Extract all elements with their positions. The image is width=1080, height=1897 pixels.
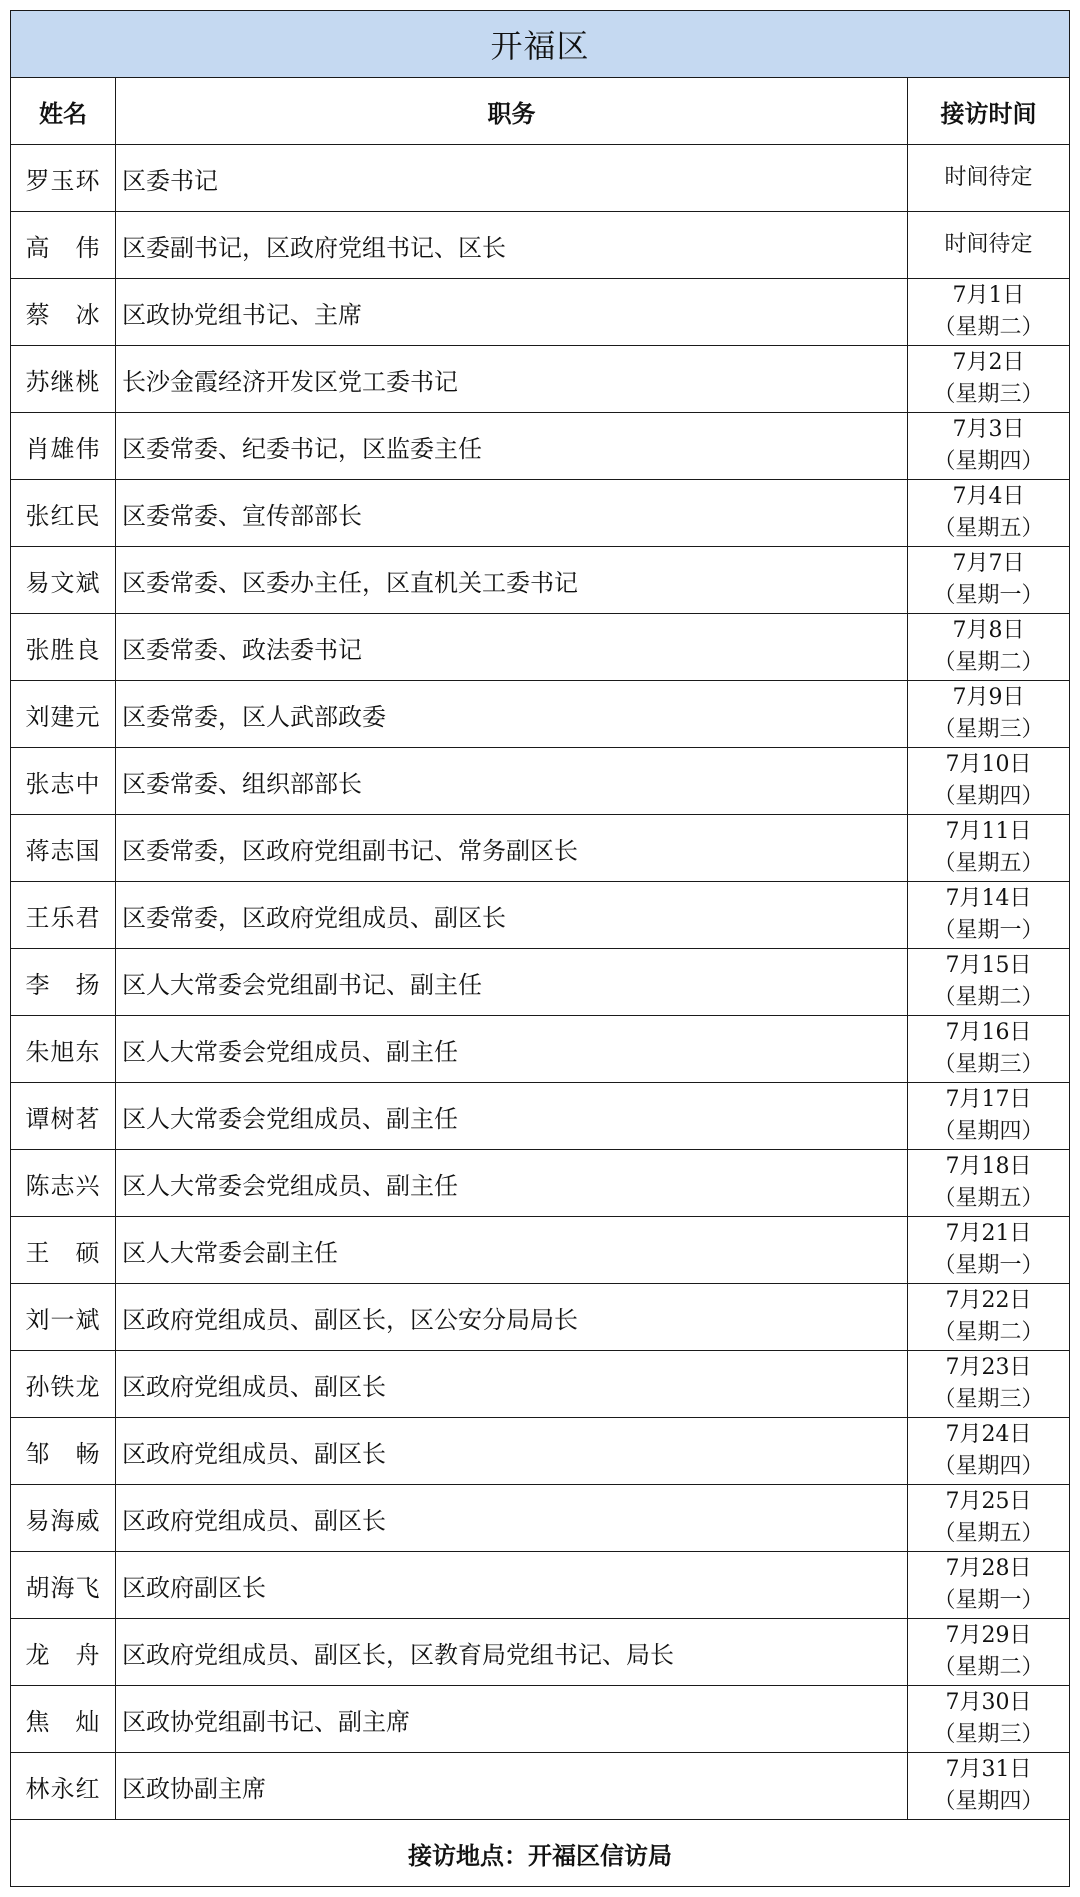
cell-name: 焦 灿 (11, 1686, 116, 1753)
cell-name: 易文斌 (11, 547, 116, 614)
cell-time (908, 1753, 1070, 1820)
cell-duty: 区委常委，区政府党组成员、副区长 (116, 882, 908, 949)
time-weekday: （星期三） (933, 382, 1044, 407)
cell-duty: 区委常委、纪委书记，区监委主任 (116, 413, 908, 480)
cell-duty: 区政府党组成员、副区长，区公安分局局长 (116, 1284, 908, 1351)
cell-name: 王乐君 (11, 882, 116, 949)
cell-name: 林永红 (11, 1753, 116, 1820)
time-date: 7月29日 (945, 1623, 1032, 1648)
cell-time (908, 1686, 1070, 1753)
time-date: 7月9日 (952, 685, 1025, 710)
table-title: 开福区 (11, 11, 1070, 78)
cell-name: 张志中 (11, 748, 116, 815)
time-weekday: （星期四） (933, 784, 1044, 809)
time-weekday: （星期一） (933, 1588, 1044, 1613)
time-date: 7月22日 (945, 1288, 1032, 1313)
time-date: 7月7日 (952, 551, 1025, 576)
time-weekday: （星期二） (933, 1320, 1044, 1345)
time-date: 7月18日 (945, 1154, 1032, 1179)
cell-time (908, 547, 1070, 614)
time-date: 时间待定 (944, 232, 1033, 257)
table-row (11, 1083, 1070, 1150)
cell-duty: 区人大常委会党组成员、副主任 (116, 1150, 908, 1217)
time-weekday: （星期一） (933, 583, 1044, 608)
time-date: 7月1日 (952, 283, 1025, 308)
cell-time (908, 279, 1070, 346)
time-date: 7月16日 (945, 1020, 1032, 1045)
time-date: 7月10日 (945, 752, 1032, 777)
time-date: 7月15日 (945, 953, 1032, 978)
cell-time (908, 1150, 1070, 1217)
time-date: 7月28日 (945, 1556, 1032, 1581)
table-row (11, 279, 1070, 346)
time-date: 时间待定 (944, 165, 1033, 190)
cell-name: 朱旭东 (11, 1016, 116, 1083)
header-name: 姓名 (11, 78, 116, 145)
time-weekday: （星期四） (933, 449, 1044, 474)
table-row (11, 614, 1070, 681)
cell-duty: 区人大常委会党组成员、副主任 (116, 1083, 908, 1150)
time-weekday: （星期五） (933, 1521, 1044, 1546)
cell-name: 邹 畅 (11, 1418, 116, 1485)
cell-name: 高 伟 (11, 212, 116, 279)
table-row (11, 1351, 1070, 1418)
cell-duty: 区委常委、区委办主任，区直机关工委书记 (116, 547, 908, 614)
cell-name: 张红民 (11, 480, 116, 547)
time-weekday: （星期五） (933, 1186, 1044, 1211)
time-weekday: （星期二） (933, 985, 1044, 1010)
table-row (11, 815, 1070, 882)
cell-time (908, 681, 1070, 748)
header-duty: 职务 (116, 78, 908, 145)
cell-time (908, 480, 1070, 547)
table-row (11, 212, 1070, 279)
table-body (11, 145, 1070, 1820)
cell-name: 易海威 (11, 1485, 116, 1552)
table-row (11, 1016, 1070, 1083)
cell-time (908, 1351, 1070, 1418)
time-weekday: （星期五） (933, 851, 1044, 876)
cell-duty: 区人大常委会党组成员、副主任 (116, 1016, 908, 1083)
cell-name: 刘建元 (11, 681, 116, 748)
time-date: 7月21日 (945, 1221, 1032, 1246)
cell-time (908, 1485, 1070, 1552)
reception-schedule-table (10, 10, 1070, 1887)
time-date: 7月3日 (952, 417, 1025, 442)
cell-name: 龙 舟 (11, 1619, 116, 1686)
table-row (11, 547, 1070, 614)
cell-duty: 区政协党组副书记、副主席 (116, 1686, 908, 1753)
cell-name: 孙铁龙 (11, 1351, 116, 1418)
reception-location: 接访地点：开福区信访局 (11, 1820, 1070, 1887)
cell-name: 王 硕 (11, 1217, 116, 1284)
cell-time (908, 346, 1070, 413)
cell-duty: 区委常委，区政府党组副书记、常务副区长 (116, 815, 908, 882)
table-row (11, 1619, 1070, 1686)
table-row (11, 346, 1070, 413)
cell-name: 苏继桃 (11, 346, 116, 413)
table-row (11, 1552, 1070, 1619)
cell-time (908, 1619, 1070, 1686)
table-row (11, 1150, 1070, 1217)
cell-name: 蒋志国 (11, 815, 116, 882)
cell-duty: 长沙金霞经济开发区党工委书记 (116, 346, 908, 413)
cell-name: 蔡 冰 (11, 279, 116, 346)
time-weekday: （星期五） (933, 516, 1044, 541)
cell-duty: 区政协副主席 (116, 1753, 908, 1820)
table-row (11, 1485, 1070, 1552)
cell-duty: 区政府副区长 (116, 1552, 908, 1619)
time-date: 7月4日 (952, 484, 1025, 509)
cell-duty: 区政府党组成员、副区长，区教育局党组书记、局长 (116, 1619, 908, 1686)
time-date: 7月8日 (952, 618, 1025, 643)
cell-name: 肖雄伟 (11, 413, 116, 480)
time-date: 7月11日 (945, 819, 1032, 844)
cell-duty: 区委常委、宣传部部长 (116, 480, 908, 547)
time-date: 7月2日 (952, 350, 1025, 375)
header-time: 接访时间 (908, 78, 1070, 145)
table-row (11, 949, 1070, 1016)
cell-duty: 区人大常委会副主任 (116, 1217, 908, 1284)
cell-time (908, 815, 1070, 882)
cell-duty: 区委常委、政法委书记 (116, 614, 908, 681)
time-weekday: （星期二） (933, 650, 1044, 675)
time-weekday: （星期四） (933, 1119, 1044, 1144)
cell-duty: 区人大常委会党组副书记、副主任 (116, 949, 908, 1016)
cell-duty: 区政协党组书记、主席 (116, 279, 908, 346)
cell-duty: 区委副书记，区政府党组书记、区长 (116, 212, 908, 279)
cell-time (908, 949, 1070, 1016)
cell-time (908, 1217, 1070, 1284)
table-row (11, 413, 1070, 480)
header-row (11, 78, 1070, 145)
cell-duty: 区委书记 (116, 145, 908, 212)
table-row (11, 1418, 1070, 1485)
cell-time (908, 413, 1070, 480)
cell-time (908, 1418, 1070, 1485)
time-date: 7月14日 (945, 886, 1032, 911)
table-row (11, 145, 1070, 212)
cell-name: 罗玉环 (11, 145, 116, 212)
time-weekday: （星期四） (933, 1789, 1044, 1814)
cell-duty: 区政府党组成员、副区长 (116, 1418, 908, 1485)
time-date: 7月23日 (945, 1355, 1032, 1380)
cell-time (908, 1552, 1070, 1619)
time-weekday: （星期四） (933, 1454, 1044, 1479)
time-weekday: （星期三） (933, 1722, 1044, 1747)
time-weekday: （星期二） (933, 1655, 1044, 1680)
table-row (11, 681, 1070, 748)
time-weekday: （星期二） (933, 315, 1044, 340)
time-weekday: （星期三） (933, 1052, 1044, 1077)
cell-time (908, 212, 1070, 279)
time-date: 7月31日 (945, 1757, 1032, 1782)
table-row (11, 480, 1070, 547)
cell-duty: 区委常委，区人武部政委 (116, 681, 908, 748)
time-weekday: （星期一） (933, 918, 1044, 943)
cell-time (908, 1284, 1070, 1351)
cell-time (908, 145, 1070, 212)
cell-name: 胡海飞 (11, 1552, 116, 1619)
time-weekday: （星期三） (933, 717, 1044, 742)
time-date: 7月17日 (945, 1087, 1032, 1112)
cell-duty: 区政府党组成员、副区长 (116, 1485, 908, 1552)
time-date: 7月24日 (945, 1422, 1032, 1447)
table-row (11, 1284, 1070, 1351)
cell-time (908, 1016, 1070, 1083)
cell-time (908, 748, 1070, 815)
table-row (11, 1217, 1070, 1284)
table-row (11, 1686, 1070, 1753)
cell-name: 陈志兴 (11, 1150, 116, 1217)
time-weekday: （星期三） (933, 1387, 1044, 1412)
cell-time (908, 882, 1070, 949)
cell-name: 李 扬 (11, 949, 116, 1016)
table-row (11, 882, 1070, 949)
cell-duty: 区政府党组成员、副区长 (116, 1351, 908, 1418)
time-date: 7月25日 (945, 1489, 1032, 1514)
cell-name: 谭树茗 (11, 1083, 116, 1150)
cell-name: 张胜良 (11, 614, 116, 681)
cell-time (908, 1083, 1070, 1150)
cell-name: 刘一斌 (11, 1284, 116, 1351)
cell-time (908, 614, 1070, 681)
time-date: 7月30日 (945, 1690, 1032, 1715)
cell-duty: 区委常委、组织部部长 (116, 748, 908, 815)
table-row (11, 748, 1070, 815)
table-row (11, 1753, 1070, 1820)
time-weekday: （星期一） (933, 1253, 1044, 1278)
